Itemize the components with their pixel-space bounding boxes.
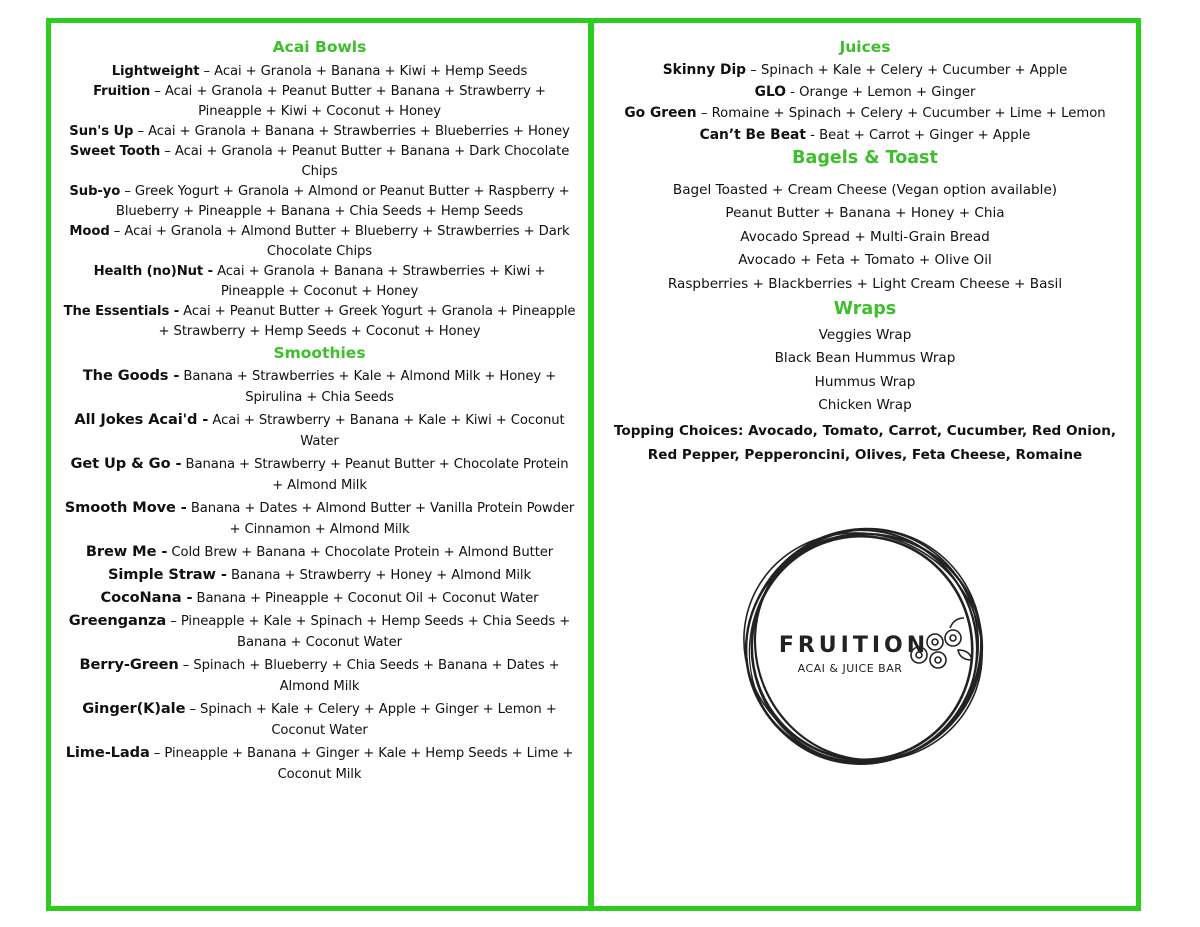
left-menu-panel xyxy=(46,18,593,911)
acai-bowls-heading: Acai Bowls xyxy=(272,38,367,56)
smoothies-list xyxy=(63,365,576,785)
acai-bowl-item-name: Fruition xyxy=(93,84,151,99)
acai-bowls-list xyxy=(63,62,576,342)
smoothie-item-ingredients: Banana + Strawberry + Peanut Butter + Chocolate Protein + Almond Milk xyxy=(181,457,569,493)
acai-bowl-item-ingredients: Acai + Peanut Butter + Greek Yogurt + Granola + Pineapple + Strawberry + Hemp Seeds + Coconut + Honey xyxy=(158,304,576,339)
juice-item xyxy=(606,60,1124,82)
bagels-toast-heading: Bagels & Toast xyxy=(792,148,938,168)
smoothie-item xyxy=(63,654,576,697)
bagels-toast-list xyxy=(606,179,1124,296)
wrap-item: Chicken Wrap xyxy=(818,397,912,414)
topping-choices: Topping Choices: Avocado, Tomato, Carrot, Cucumber, Red Onion, Red Pepper, Pepperoncini, Olives, Feta Cheese, Romaine xyxy=(613,422,1117,463)
acai-bowl-item-name: The Essentials - xyxy=(63,304,180,319)
smoothie-item-ingredients: Banana + Strawberries + Kale + Almond Milk + Honey + Spirulina + Chia Seeds xyxy=(179,369,557,405)
acai-bowl-item-name: Mood xyxy=(69,224,110,239)
left-panel-content xyxy=(63,37,576,786)
juice-item xyxy=(606,82,1124,104)
smoothie-item xyxy=(63,610,576,653)
acai-bowl-item xyxy=(63,82,576,122)
smoothie-item xyxy=(63,564,576,586)
smoothie-item-ingredients: Cold Brew + Banana + Chocolate Protein + Almond Butter xyxy=(167,545,554,560)
smoothies-heading: Smoothies xyxy=(273,344,366,362)
acai-bowl-item xyxy=(63,222,576,262)
smoothie-item xyxy=(63,497,576,540)
wrap-item: Hummus Wrap xyxy=(814,373,916,390)
smoothie-item-ingredients: – Pineapple + Kale + Spinach + Hemp Seeds + Chia Seeds + Banana + Coconut Water xyxy=(166,614,571,650)
smoothie-item-name: Greenganza xyxy=(68,612,167,629)
smoothie-item-name: All Jokes Acai'd - xyxy=(74,411,209,428)
smoothie-item-name: Simple Straw - xyxy=(107,566,227,583)
juice-item xyxy=(606,125,1124,147)
smoothie-item-name: Lime-Lada xyxy=(65,744,150,761)
wraps-list xyxy=(606,324,1124,418)
smoothie-item-name: Smooth Move - xyxy=(64,499,187,516)
wraps-heading: Wraps xyxy=(833,299,897,320)
acai-bowl-item-name: Sweet Tooth xyxy=(69,144,161,159)
juice-item-ingredients: - Orange + Lemon + Ginger xyxy=(785,84,976,100)
acai-bowl-item xyxy=(63,182,576,222)
acai-bowl-item-ingredients: – Acai + Granola + Peanut Butter + Banana + Dark Chocolate Chips xyxy=(160,144,570,179)
logo-name: FRUITION xyxy=(778,633,930,658)
juice-item-ingredients: – Romaine + Spinach + Celery + Cucumber + Lime + Lemon xyxy=(696,106,1106,121)
juice-item-name: Skinny Dip xyxy=(662,62,747,78)
smoothie-item-name: Ginger(K)ale xyxy=(82,700,186,717)
acai-bowl-item xyxy=(63,302,576,342)
juice-item xyxy=(606,103,1124,125)
acai-bowl-item-ingredients: – Acai + Granola + Almond Butter + Blueberry + Strawberries + Dark Chocolate Chips xyxy=(109,224,570,259)
smoothie-item-name: Berry-Green xyxy=(79,656,179,673)
smoothie-item xyxy=(63,453,576,496)
smoothie-item-name: CocoNana - xyxy=(100,589,193,606)
bagel-toast-item: Bagel Toasted + Cream Cheese (Vegan option available) xyxy=(672,182,1058,198)
smoothie-item-name: Get Up & Go - xyxy=(70,455,182,472)
smoothie-item-ingredients: Acai + Strawberry + Banana + Kale + Kiwi + Coconut Water xyxy=(208,413,565,449)
smoothie-item-ingredients: Banana + Pineapple + Coconut Oil + Coconut Water xyxy=(192,591,539,606)
bagel-toast-item: Raspberries + Blackberries + Light Cream Cheese + Basil xyxy=(667,275,1063,292)
acai-bowl-item-name: Health (no)Nut - xyxy=(93,264,213,279)
juice-item-name: Go Green xyxy=(624,105,697,121)
smoothie-item xyxy=(63,587,576,609)
bagel-toast-item: Avocado Spread + Multi-Grain Bread xyxy=(740,228,990,245)
smoothie-item-ingredients: – Spinach + Blueberry + Chia Seeds + Banana + Dates + Almond Milk xyxy=(178,658,560,694)
bagel-toast-item: Peanut Butter + Banana + Honey + Chia xyxy=(725,205,1005,222)
smoothie-item-ingredients: – Pineapple + Banana + Ginger + Kale + Hemp Seeds + Lime + Coconut Milk xyxy=(149,746,574,782)
acai-bowl-item-ingredients: Acai + Granola + Banana + Strawberries + Kiwi + Pineapple + Coconut + Honey xyxy=(213,264,546,299)
logo-graphic xyxy=(728,510,1000,782)
acai-bowl-item xyxy=(63,122,576,142)
smoothie-item xyxy=(63,742,576,785)
smoothie-item xyxy=(63,698,576,741)
logo-tagline: ACAI & JUICE BAR xyxy=(797,662,903,675)
acai-bowl-item xyxy=(63,62,576,82)
acai-bowl-item-ingredients: – Acai + Granola + Banana + Kiwi + Hemp Seeds xyxy=(199,64,528,79)
smoothie-item-ingredients: – Spinach + Kale + Celery + Apple + Ginger + Lemon + Coconut Water xyxy=(185,702,557,738)
juice-item-ingredients: – Spinach + Kale + Celery + Cucumber + Apple xyxy=(746,63,1068,78)
acai-bowl-item xyxy=(63,262,576,302)
smoothie-item xyxy=(63,365,576,408)
acai-bowl-item-ingredients: – Acai + Granola + Banana + Strawberries + Blueberries + Honey xyxy=(133,124,570,139)
acai-bowl-item-ingredients: – Greek Yogurt + Granola + Almond or Peanut Butter + Raspberry + Blueberry + Pineapple + Banana + Chia Seeds + Hemp Seeds xyxy=(115,184,570,219)
acai-bowl-item-name: Sub-yo xyxy=(69,184,121,199)
acai-bowl-item xyxy=(63,142,576,182)
juices-heading: Juices xyxy=(839,38,891,56)
smoothie-item-name: Brew Me - xyxy=(85,543,168,560)
juice-item-ingredients: - Beat + Carrot + Ginger + Apple xyxy=(805,127,1031,143)
smoothie-item-ingredients: Banana + Strawberry + Honey + Almond Milk xyxy=(226,568,532,583)
smoothie-item xyxy=(63,541,576,563)
wrap-item: Black Bean Hummus Wrap xyxy=(774,350,956,367)
juices-list xyxy=(606,60,1124,146)
smoothie-item-ingredients: Banana + Dates + Almond Butter + Vanilla Protein Powder + Cinnamon + Almond Milk xyxy=(186,501,575,537)
acai-bowl-item-name: Sun's Up xyxy=(69,124,134,139)
juice-item-name: Can’t Be Beat xyxy=(699,126,806,143)
right-menu-panel xyxy=(589,18,1141,911)
right-panel-content xyxy=(606,37,1124,467)
smoothie-item-name: The Goods - xyxy=(82,367,180,384)
smoothie-item xyxy=(63,409,576,452)
acai-bowl-item-ingredients: – Acai + Granola + Peanut Butter + Banana + Strawberry + Pineapple + Kiwi + Coconut + Honey xyxy=(150,84,546,119)
acai-bowl-item-name: Lightweight xyxy=(111,64,200,79)
bagel-toast-item: Avocado + Feta + Tomato + Olive Oil xyxy=(738,252,992,269)
wrap-item: Veggies Wrap xyxy=(818,327,912,344)
juice-item-name: GLO xyxy=(754,83,786,100)
fruition-logo xyxy=(728,510,1000,782)
